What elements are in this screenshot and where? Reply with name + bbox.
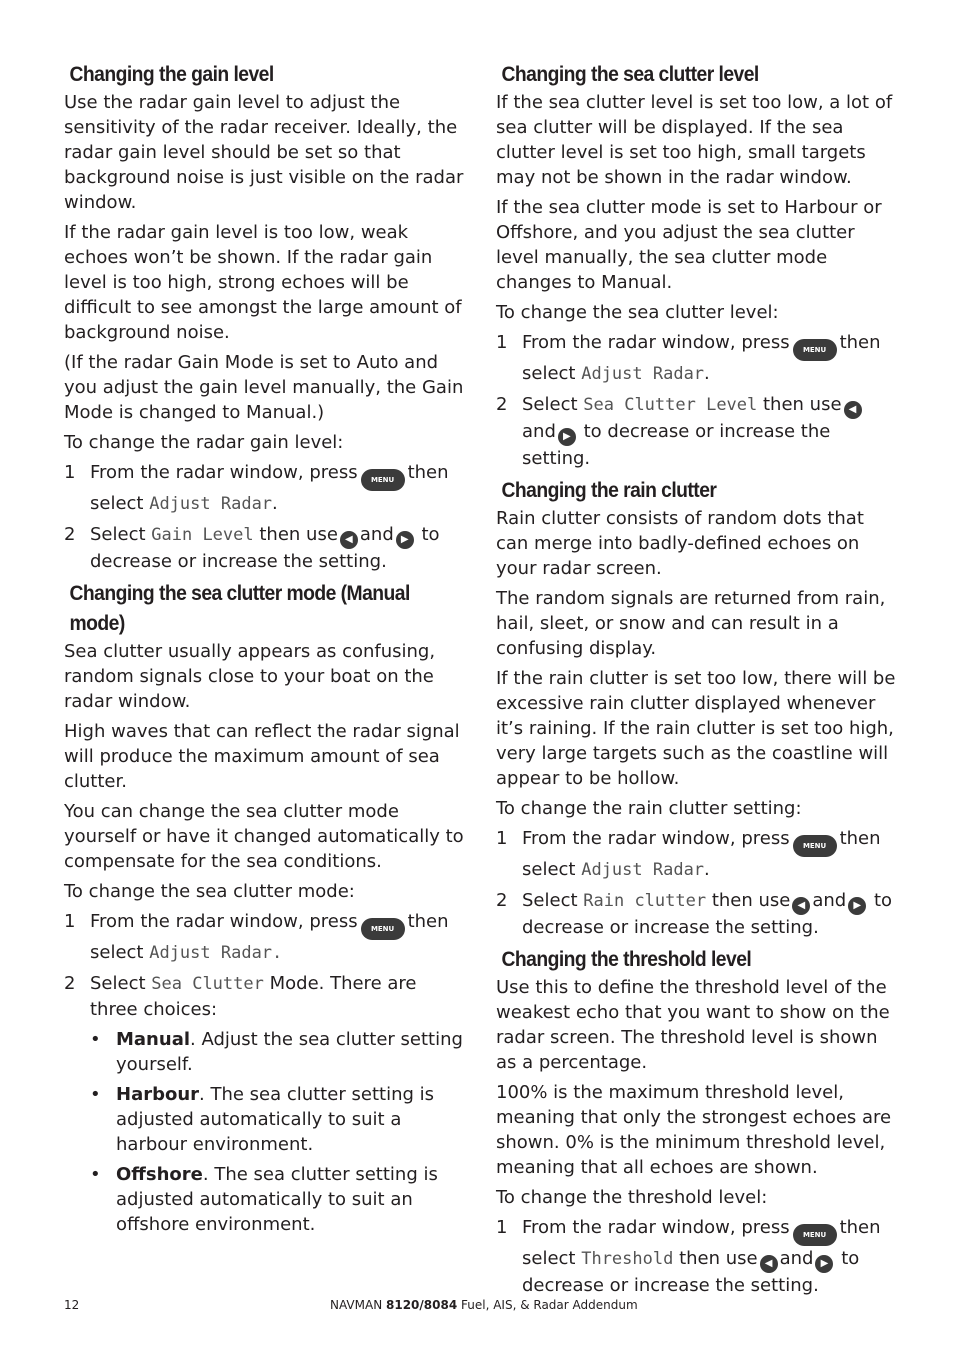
step-number: 1 — [496, 828, 508, 849]
menu-option-code: Rain clutter — [583, 891, 707, 911]
step-text: From the radar window, press — [90, 911, 358, 932]
rain-paragraph-2: The random signals are returned from rain, hail, sleet, or snow and can result in a confusing display. — [496, 588, 886, 659]
step-text: Select — [90, 524, 146, 545]
step-text: From the radar window, press — [90, 462, 358, 483]
right-arrow-button-icon: ▶ — [396, 531, 414, 549]
step-text: . — [704, 363, 710, 384]
rain-heading: Changing the rain clutter — [501, 479, 717, 502]
gain-paragraph-1: Use the radar gain level to adjust the sensitivity of the radar receiver. Ideally, the radar gain level should be set so that background noise is just visible on the radar window. — [64, 92, 464, 213]
bullet-term: Offshore — [116, 1164, 203, 1185]
sea-mode-step-1 — [64, 909, 464, 966]
footer-brand: NAVMAN — [330, 1298, 383, 1312]
bullet-manual — [64, 1027, 464, 1077]
sea-level-step-2 — [496, 392, 896, 471]
right-arrow-button-icon: ▶ — [815, 1255, 833, 1273]
page-number: 12 — [64, 1298, 80, 1312]
footer-title — [330, 1298, 638, 1312]
threshold-heading: Changing the threshold level — [501, 948, 752, 971]
bullet-term: Manual — [116, 1029, 191, 1050]
step-text: and — [359, 524, 394, 545]
step-number: 1 — [64, 462, 76, 483]
step-text: then select — [522, 332, 881, 384]
step-text: then use — [259, 524, 338, 545]
sea-mode-paragraph-3: You can change the sea clutter mode yourself or have it changed automatically to compensate for the sea conditions. — [64, 801, 464, 872]
rain-paragraph-1: Rain clutter consists of random dots that can merge into badly-defined echoes on your radar screen. — [496, 508, 864, 579]
sea-mode-paragraph-2: High waves that can reflect the radar signal will produce the maximum amount of sea clutter. — [64, 721, 460, 792]
right-arrow-button-icon: ▶ — [558, 428, 576, 446]
gain-step-2 — [64, 522, 464, 574]
step-text: Select — [522, 890, 578, 911]
bullet-dot: • — [90, 1029, 101, 1050]
sea-mode-heading: Changing the sea clutter mode (Manual mode) — [69, 582, 410, 635]
right-arrow-button-icon: ▶ — [848, 897, 866, 915]
menu-option-code: Gain Level — [151, 525, 254, 545]
step-text: and — [779, 1248, 814, 1269]
menu-option-code: Sea Clutter Level — [583, 395, 758, 415]
menu-option-code: Adjust Radar — [149, 494, 273, 514]
gain-step-1 — [64, 460, 464, 517]
step-number: 1 — [496, 332, 508, 353]
step-number: 2 — [64, 973, 76, 994]
step-text: From the radar window, press — [522, 828, 790, 849]
step-text: then select — [90, 911, 449, 963]
bullet-offshore — [64, 1162, 464, 1237]
menu-button-icon: MENU — [793, 835, 837, 857]
sea-level-paragraph-1: If the sea clutter level is set too low, a lot of sea clutter will be displayed. If the sea clutter level is set too high, small targets may not be shown in the radar window. — [496, 92, 893, 188]
step-text: and — [812, 890, 847, 911]
step-text: From the radar window, press — [522, 1217, 790, 1238]
step-text: then use — [679, 1248, 758, 1269]
step-text: . — [272, 493, 278, 514]
bullet-dot: • — [90, 1084, 101, 1105]
threshold-paragraph-1: Use this to define the threshold level of the weakest echo that you want to show on the radar screen. The threshold level is shown as a percentage. — [496, 977, 890, 1073]
gain-heading: Changing the gain level — [69, 63, 274, 86]
bullet-dot: • — [90, 1164, 101, 1185]
menu-option-code: Sea Clutter — [151, 974, 264, 994]
step-text: Select — [522, 394, 578, 415]
step-text: then select — [522, 828, 881, 880]
menu-option-code: Adjust Radar. — [149, 943, 283, 963]
step-text: then select — [90, 462, 449, 514]
sea-level-paragraph-3: To change the sea clutter level: — [496, 302, 779, 323]
bullet-term: Harbour — [116, 1084, 200, 1105]
step-number: 1 — [64, 911, 76, 932]
gain-paragraph-4: To change the radar gain level: — [64, 432, 344, 453]
threshold-step-1 — [496, 1215, 896, 1298]
rain-step-1 — [496, 826, 896, 883]
step-number: 2 — [64, 524, 76, 545]
step-text: Select — [90, 973, 146, 994]
step-text: From the radar window, press — [522, 332, 790, 353]
rain-paragraph-4: To change the rain clutter setting: — [496, 798, 802, 819]
step-text: then use — [763, 394, 842, 415]
left-column — [64, 60, 464, 1242]
threshold-paragraph-3: To change the threshold level: — [496, 1187, 768, 1208]
step-text: to decrease or increase the setting. — [522, 1248, 860, 1296]
step-number: 2 — [496, 394, 508, 415]
sea-level-step-1 — [496, 330, 896, 387]
bullet-harbour — [64, 1082, 464, 1157]
menu-option-code: Adjust Radar — [581, 860, 705, 880]
bullet-text: . The sea clutter setting is adjusted automatically to suit an offshore environment. — [116, 1164, 438, 1235]
rain-step-2 — [496, 888, 896, 940]
menu-option-code: Adjust Radar — [581, 364, 705, 384]
sea-level-heading: Changing the sea clutter level — [501, 63, 759, 86]
threshold-paragraph-2: 100% is the maximum threshold level, meaning that only the strongest echoes are shown. 0% is the minimum threshold level, meaning that all echoes are shown. — [496, 1082, 892, 1178]
menu-button-icon: MENU — [793, 1224, 837, 1246]
step-text: to decrease or increase the setting. — [90, 524, 440, 572]
step-text: to decrease or increase the setting. — [522, 890, 893, 938]
step-text: . — [704, 859, 710, 880]
left-arrow-button-icon: ◀ — [844, 401, 862, 419]
bullet-text: . Adjust the sea clutter setting yourself. — [116, 1029, 463, 1075]
sea-mode-paragraph-4: To change the sea clutter mode: — [64, 881, 355, 902]
sea-level-paragraph-2: If the sea clutter mode is set to Harbour or Offshore, and you adjust the sea clutter level manually, the sea clutter mode changes to Manual. — [496, 197, 882, 293]
footer-doc-title: Fuel, AIS, & Radar Addendum — [461, 1298, 638, 1312]
gain-paragraph-2: If the radar gain level is too low, weak echoes won’t be shown. If the radar gain level is too high, strong echoes will be difficult to see amongst the large amount of background noise. — [64, 222, 462, 343]
left-arrow-button-icon: ◀ — [792, 897, 810, 915]
bullet-text: . The sea clutter setting is adjusted automatically to suit a harbour environment. — [116, 1084, 434, 1155]
step-text: Mode. There are three choices: — [90, 973, 417, 1020]
gain-paragraph-3: (If the radar Gain Mode is set to Auto and you adjust the gain level manually, the Gain Mode is changed to Manual.) — [64, 352, 464, 423]
rain-paragraph-3: If the rain clutter is set too low, there will be excessive rain clutter displayed whenever it’s raining. If the rain clutter is set too high, very large targets such as the coastline will appear to be hollow. — [496, 668, 896, 789]
menu-button-icon: MENU — [793, 339, 837, 361]
step-number: 1 — [496, 1217, 508, 1238]
menu-button-icon: MENU — [361, 918, 405, 940]
menu-option-code: Threshold — [581, 1249, 674, 1269]
step-text: then select — [522, 1217, 881, 1269]
footer-model: 8120/8084 — [386, 1298, 458, 1312]
right-column — [496, 60, 896, 1303]
step-text: to decrease or increase the setting. — [522, 421, 831, 469]
sea-mode-step-2 — [64, 971, 464, 1022]
sea-mode-paragraph-1: Sea clutter usually appears as confusing, random signals close to your boat on the radar window. — [64, 641, 436, 712]
step-number: 2 — [496, 890, 508, 911]
step-text: then use — [711, 890, 791, 911]
left-arrow-button-icon: ◀ — [340, 531, 358, 549]
left-arrow-button-icon: ◀ — [760, 1255, 778, 1273]
menu-button-icon: MENU — [361, 469, 405, 491]
step-text: and — [522, 421, 556, 442]
